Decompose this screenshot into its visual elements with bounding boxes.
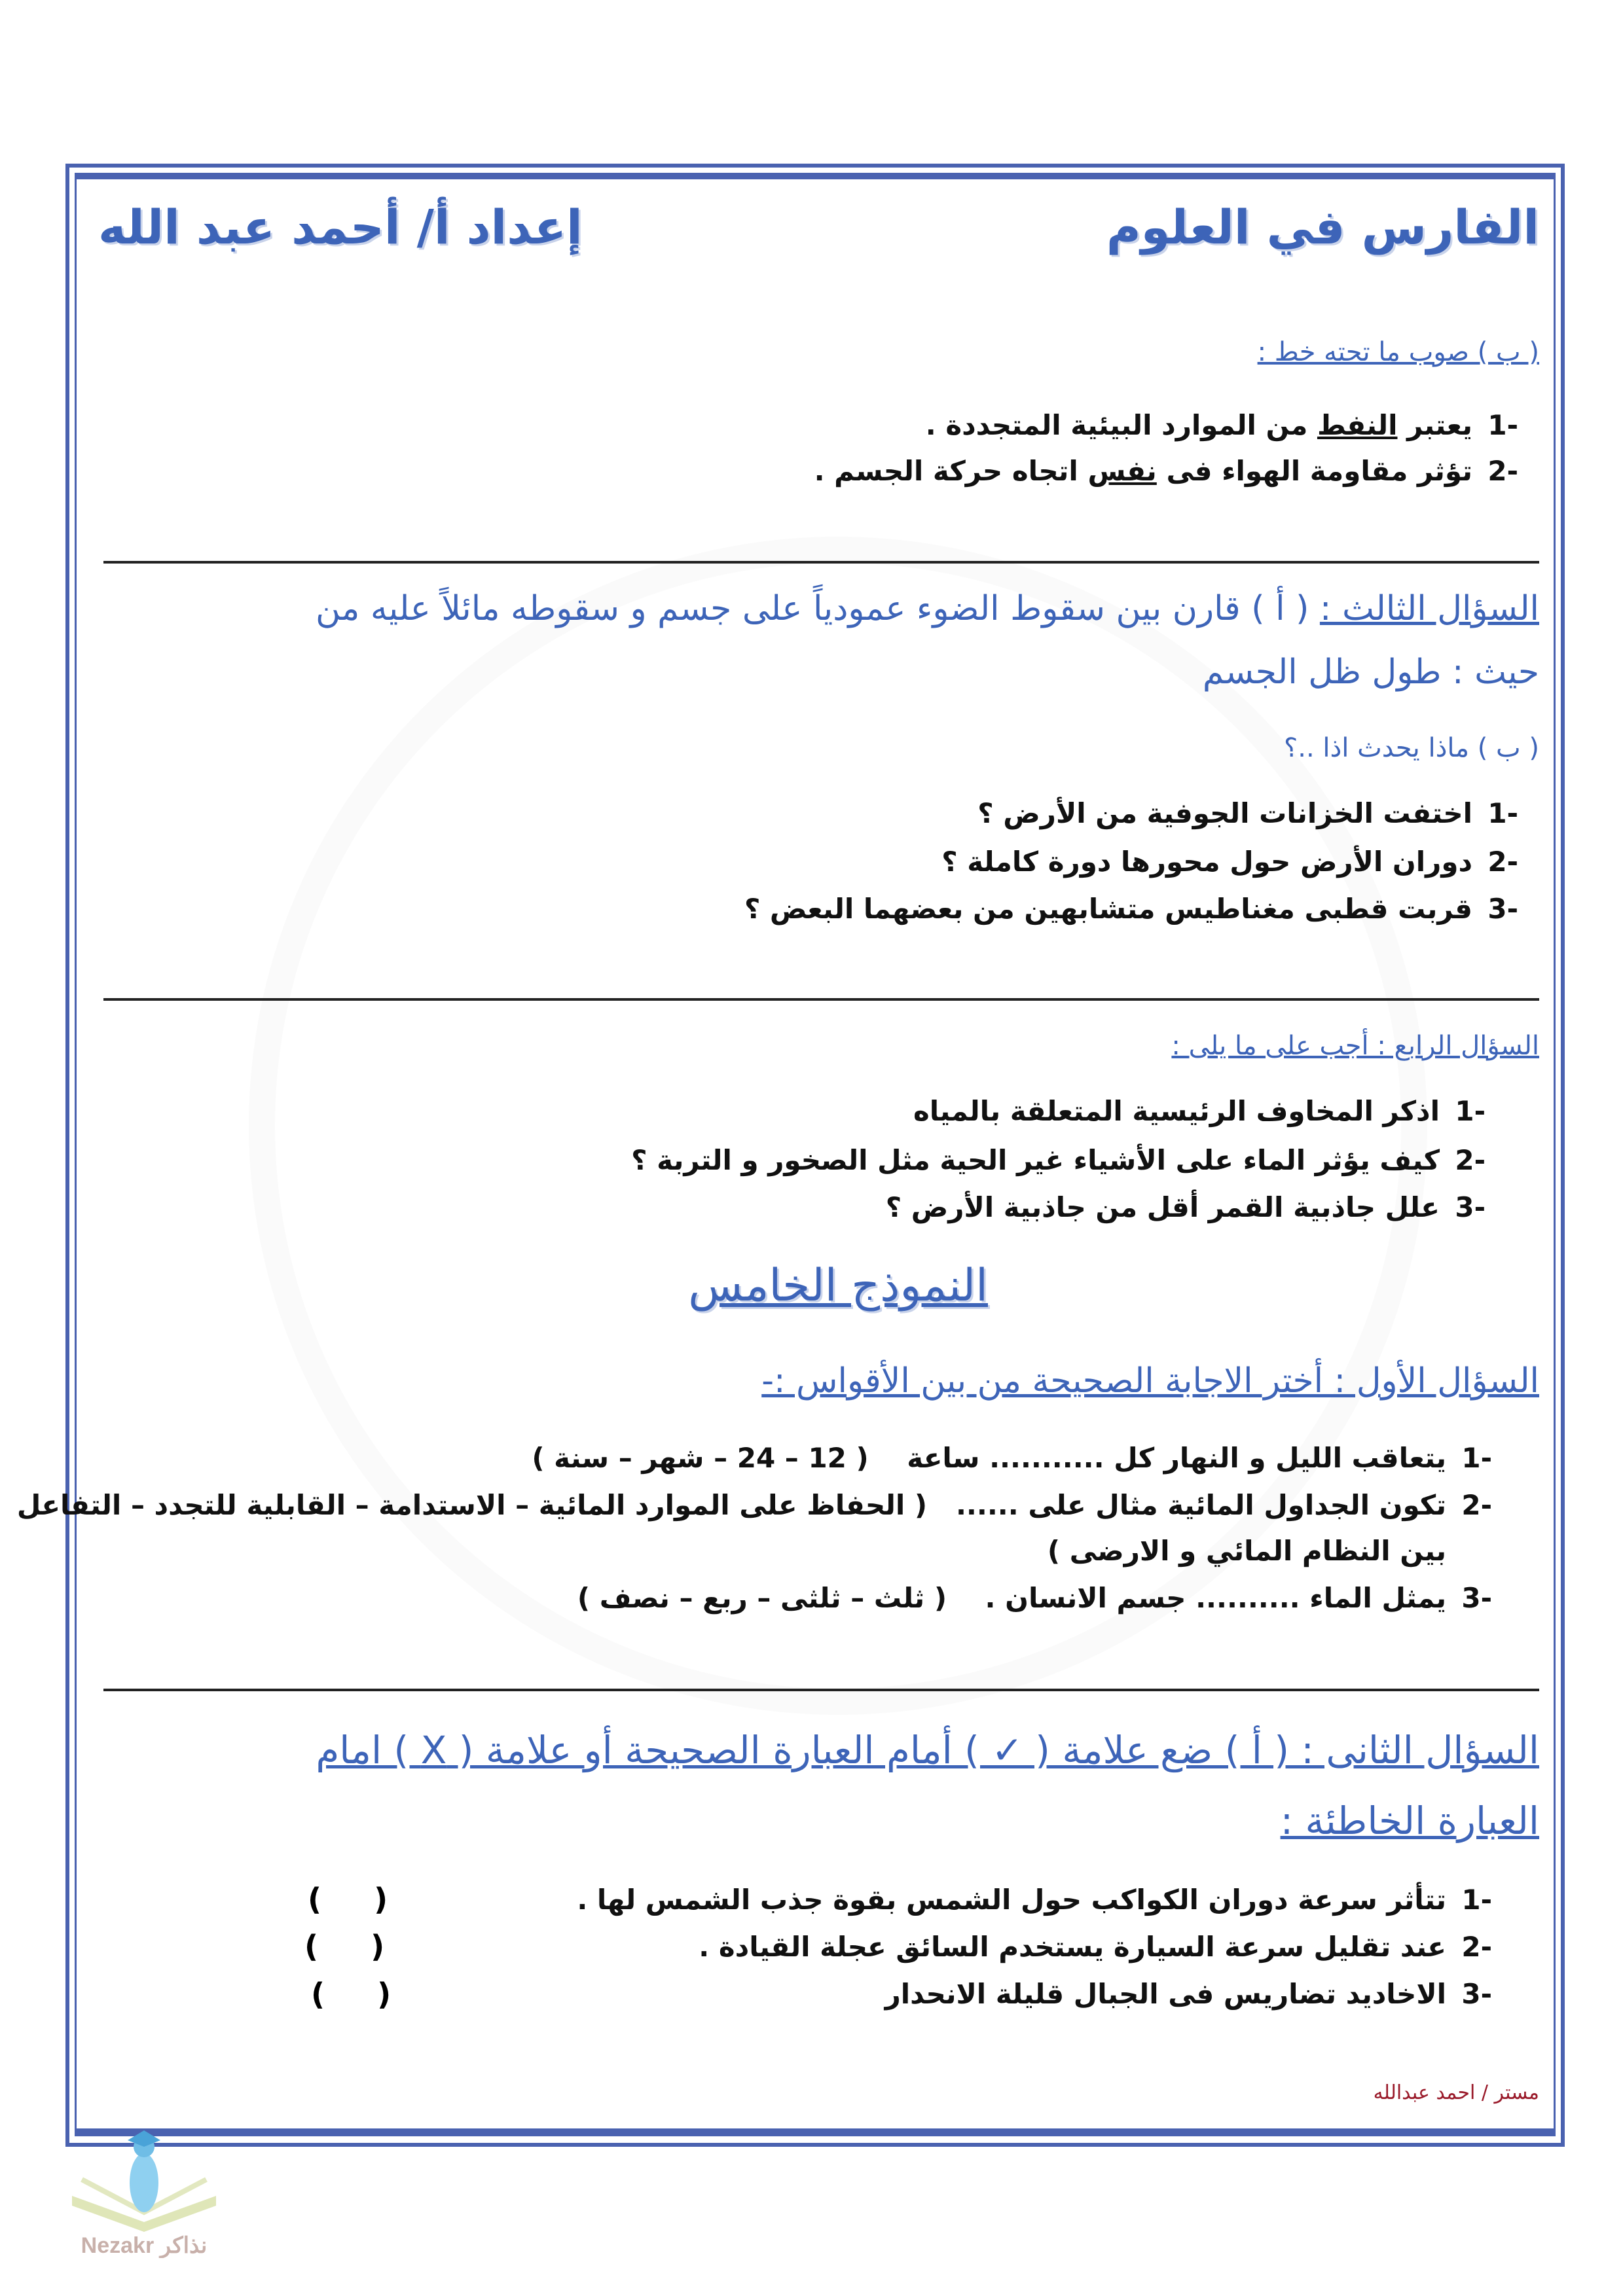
model-title: النموذج الخامس [688,1260,988,1312]
list-item-continuation: بين النظام المائي و الارضى ) [1047,1535,1446,1567]
list-item: -2عند تقليل سرعة السيارة يستخدم السائق عجلة القيادة . [699,1931,1492,1963]
divider [103,998,1539,1001]
list-item: -3يمثل الماء .......... جسم الانسان . ( ثلث – ثلثى – ربع – نصف ) [577,1582,1492,1614]
question-3-subheading: ( ب ) ماذا يحدث اذا ..؟ [1284,733,1539,763]
svg-text:Nezakr نذاكر: Nezakr نذاكر [81,2233,208,2258]
model5-question-2-heading: السؤال الثانى : ( أ ) ضع علامة ( ✓ ) أمام العبارة الصحيحة أو علامة ( X ) امام [316,1728,1539,1772]
list-item: -1يتعاقب الليل و النهار كل ........... ساعة ( 12 – 24 – شهر – سنة ) [532,1442,1492,1474]
model5-question-2-heading-cont: العبارة الخاطئة : [1280,1799,1539,1843]
list-item: -2دوران الأرض حول محورها دورة كاملة ؟ [941,846,1518,878]
answer-box[interactable]: ( ) [304,1929,385,1964]
list-item: -1يعتبر النفط من الموارد البيئية المتجددة . [925,409,1518,441]
document-title: الفارس في العلوم [1106,200,1539,255]
list-item: -2كيف يؤثر الماء على الأشياء غير الحية مثل الصخور و التربة ؟ [631,1144,1486,1176]
section-heading-correct: ( ب ) صوب ما تحته خط : [1257,337,1539,367]
signature: مستر / احمد عبدالله [1373,2081,1539,2104]
list-item: -3قربت قطبى مغناطيس متشابهين من بعضهما البعض ؟ [744,893,1518,925]
divider [103,1689,1539,1691]
graduate-book-icon [52,2127,242,2258]
list-item: -1تتأثر سرعة دوران الكواكب حول الشمس بقوة جذب الشمس لها . [577,1884,1492,1916]
question-3-heading-cont: حيث : طول ظل الجسم [1202,653,1539,692]
question-3-heading: السؤال الثالث : ( أ ) قارن بين سقوط الضوء عمودياً على جسم و سقوطه مائلاً عليه من [315,589,1539,628]
question-4-heading: السؤال الرابع : أجب على ما يلى : [1171,1031,1539,1061]
list-item: -1اختفت الخزانات الجوفية من الأرض ؟ [977,797,1518,829]
list-item: -2تكون الجداول المائية مثال على ...... ( الحفاظ على الموارد المائية – الاستدامة – القابلية للتجدد – التفاعل [16,1489,1492,1521]
author-credit: إعداد أ/ أحمد عبد الله [98,200,583,255]
nezakr-logo [52,2127,242,2258]
model5-question-1-heading: السؤال الأول : أختر الاجابة الصحيحة من بين الأقواس :- [761,1361,1539,1401]
list-item: -1اذكر المخاوف الرئيسية المتعلقة بالمياه [913,1095,1486,1127]
list-item: -3علل جاذبية القمر أقل من جاذبية الأرض ؟ [885,1191,1486,1223]
answer-box[interactable]: ( ) [308,1882,388,1917]
list-item: -3الاخاديد تضاريس فى الجبال قليلة الانحدار [884,1978,1492,2010]
answer-box[interactable]: ( ) [311,1977,392,2012]
list-item: -2تؤثر مقاومة الهواء فى نفس اتجاه حركة الجسم . [814,455,1518,487]
divider [103,561,1539,564]
